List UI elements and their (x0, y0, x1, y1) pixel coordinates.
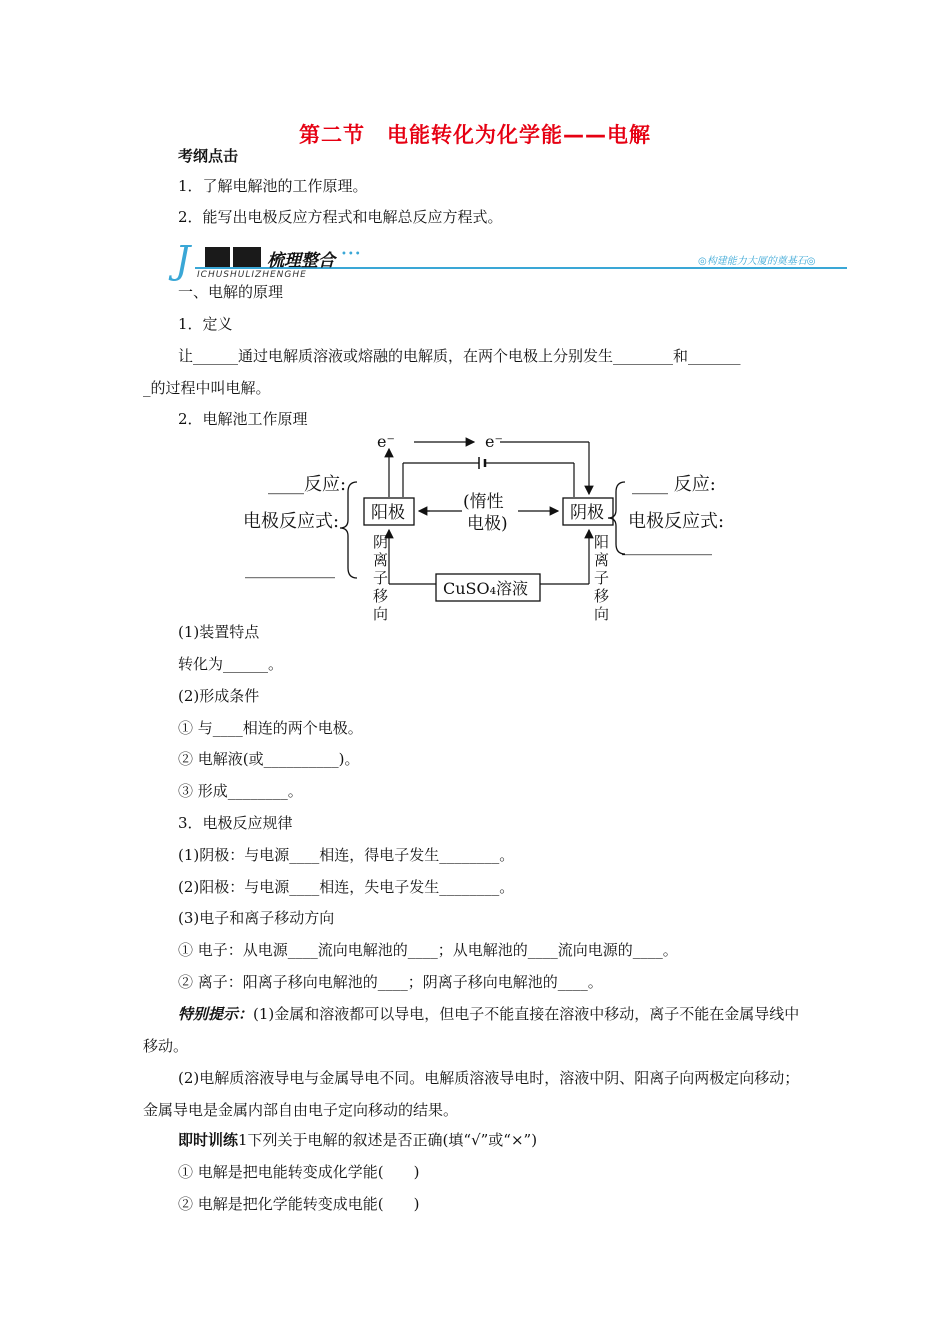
banner-pinyin: ICHUSHULIZHENGHE (197, 270, 307, 280)
banner-letter: J (175, 238, 191, 282)
cation-label-2: 离 (594, 551, 610, 569)
training-q2: ② 电解是把化学能转变成电能( ) (178, 1195, 420, 1213)
electrolysis-diagram (0, 430, 950, 625)
feature-title: (1)装置特点 (178, 623, 260, 641)
condition-title: (2)形成条件 (178, 687, 260, 705)
electron-right-label: e⁻ (485, 432, 503, 451)
page-title: 第二节 电能转化为化学能——电解 (299, 123, 651, 147)
right-reaction-label: ____ 反应: (632, 474, 716, 495)
rule-3b: ② 离子：阳离子移向电解池的____；阴离子移向电解池的____。 (178, 973, 603, 991)
inert-label-1: (惰性 (463, 492, 504, 512)
anode-label: 阳极 (371, 503, 405, 523)
banner-dots: ••• (341, 249, 362, 260)
cation-label-1: 阳 (594, 533, 610, 551)
left-brace (340, 482, 357, 578)
left-blank: __________ (245, 558, 335, 579)
tip-paragraph-2: (2)电解质溶液导电与金属导电不同。电解质溶液导电时，溶液中阴、阳离子向两极定向移动；金属导电是金属内部自由电子定向移动的结果。 (143, 1069, 800, 1119)
tip-label: 特别提示： (178, 1005, 254, 1023)
kaogang-item-1: 1．了解电解池的工作原理。 (178, 177, 368, 195)
banner-title: 梳理整合 (267, 251, 335, 271)
condition-1: ① 与____相连的两个电极。 (178, 719, 363, 737)
definition-title: 1．定义 (178, 315, 233, 333)
right-equation-label: 电极反应式: (628, 511, 725, 532)
right-blank: __________ (622, 535, 712, 556)
inert-label-2: 电极) (467, 514, 508, 534)
rules-title: 3．电极反应规律 (178, 814, 293, 832)
electron-left-label: e⁻ (377, 432, 395, 451)
definition-line-1: 让______通过电解质溶液或熔融的电解质，在两个电极上分别发生________和_______ (178, 347, 741, 365)
anion-label-4: 移 (373, 587, 389, 605)
banner-slogan: ◎构建能力大厦的奠基石◎ (698, 256, 816, 267)
left-equation-label: 电极反应式: (243, 511, 340, 532)
principle-title: 2．电解池工作原理 (178, 410, 308, 428)
definition-line-2: _的过程中叫电解。 (143, 379, 271, 397)
tip-text-1: (1)金属和溶液都可以导电，但电子不能直接在溶液中移动，离子不能在金属导线中移动。 (143, 1005, 800, 1055)
rule-3a: ① 电子：从电源____流向电解池的____；从电解池的____流向电源的____。 (178, 941, 678, 959)
kaogang-item-2: 2．能写出电极反应方程式和电解总反应方程式。 (178, 208, 503, 226)
solution-label: CuSO₄溶液 (443, 579, 529, 598)
cathode-label: 阴极 (570, 503, 604, 523)
kaogang-heading: 考纲点击 (178, 147, 239, 165)
anion-label-5: 向 (373, 605, 389, 623)
section1-heading: 一、电解的原理 (178, 283, 284, 301)
section-banner (175, 238, 847, 282)
cation-label-4: 移 (594, 587, 610, 605)
rule-2: (2)阳极：与电源____相连，失电子发生________。 (178, 878, 515, 896)
condition-3: ③ 形成________。 (178, 782, 303, 800)
left-reaction-label: ____反应: (268, 474, 347, 495)
training-intro: 1下列关于电解的叙述是否正确(填“√”或“×”) (238, 1131, 538, 1149)
cation-label-5: 向 (594, 605, 610, 623)
tip-paragraph-1 (143, 998, 813, 1062)
rule-3: (3)电子和离子移动方向 (178, 909, 335, 927)
training-q1: ① 电解是把电能转变成化学能( ) (178, 1163, 420, 1181)
training-label: 即时训练 (178, 1131, 239, 1149)
training-line (178, 1130, 537, 1150)
anion-label-3: 子 (373, 569, 389, 587)
anion-label-1: 阴 (373, 533, 389, 551)
feature-convert: 转化为______。 (178, 655, 284, 673)
rule-1: (1)阴极：与电源____相连，得电子发生________。 (178, 846, 515, 864)
condition-2: ② 电解液(或__________)。 (178, 750, 360, 768)
cation-label-3: 子 (594, 569, 610, 587)
anion-label-2: 离 (373, 551, 389, 569)
